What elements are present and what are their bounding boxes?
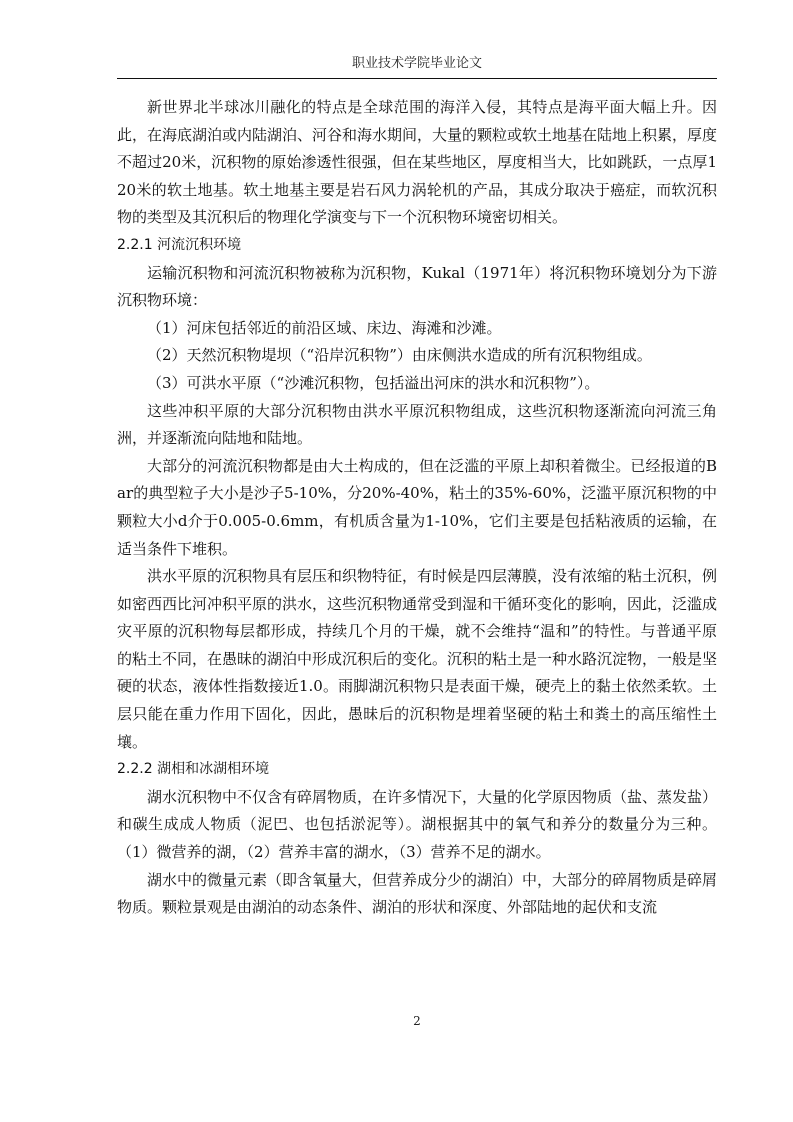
list-item-2: （2）天然沉积物堤坝（“沿岸沉积物”）由床侧洪水造成的所有沉积物组成。	[147, 346, 652, 365]
section-heading-2-2-1: 2.2.1 河流沉积环境	[117, 236, 242, 253]
paragraph-floodplain: 这些冲积平原的大部分沉积物由洪水平原沉积物组成，这些沉积物逐渐流向河流三角洲，并逐渐流向陆地和陆地。	[117, 401, 717, 448]
paragraph-floodplain-layers: 洪水平原的沉积物具有层压和织物特征，有时候是四层薄膜，没有浓缩的粘土沉积，例如密西西比河冲积平原的洪水，这些沉积物通常受到湿和干循环变化的影响，因此，泛滥成灾平原的沉积物每层都形成，持续几个月的干燥，就不会维持“温和”的特性。与普通平原的粘土不同，在愚昧的湖泊中形成沉积后的变化。沉积的粘土是一种水路沉淀物，一般是坚硬的状态，液体性指数接近1.0。雨脚湖沉积物只是表面干燥，硬壳上的黏土依然柔软。土层只能在重力作用下固化，因此，愚昧后的沉积物是埋着坚硬的粘土和粪土的高压缩性土壤。	[117, 567, 718, 751]
paragraph-grain-size: 大部分的河流沉积物都是由大土构成的，但在泛滥的平原上却积着微尘。已经报道的Bar的典型粒子大小是沙子5-10%，分20%-40%，粘土的35%-60%，泛滥平原沉积物的中颗粒大小d介于0.005-0.6mm，有机质含量为1-10%，它们主要是包括粘液质的运输，在适当条件下堆积。	[117, 456, 717, 558]
section-heading-2-2-2: 2.2.2 湖相和冰湖相环境	[117, 761, 270, 778]
document-body	[117, 94, 717, 922]
paragraph-lake-sediments: 湖水沉积物中不仅含有碎屑物质，在许多情况下，大量的化学原因物质（盐、蒸发盐）和碳生成成人物质（泥巴、也包括淤泥等）。湖根据其中的氧气和养分的数量分为三种。（1）微营养的湖，（2）营养丰富的湖水，（3）营养不足的湖水。	[117, 787, 718, 862]
header-divider	[117, 78, 717, 79]
page-header-title: 职业技术学院毕业论文	[351, 56, 482, 71]
list-item-1: （1）河床包括邻近的前沿区域、床边、海滩和沙滩。	[147, 318, 502, 337]
page-number: 2	[413, 1014, 421, 1028]
paragraph-river-sediments: 运输沉积物和河流沉积物被称为沉积物，Kukal（1971年）将沉积物环境划分为下游沉积物环境：	[117, 263, 717, 310]
list-item-3: （3）可洪水平原（“沙滩沉积物，包括溢出河床的洪水和沉积物”）。	[147, 373, 600, 392]
paragraph-lake-trace-elements: 湖水中的微量元素（即含氧量大，但营养成分少的湖泊）中，大部分的碎屑物质是碎屑物质。颗粒景观是由湖泊的动态条件、湖泊的形状和深度、外部陆地的起伏和支流	[117, 870, 718, 917]
paragraph-intro: 新世界北半球冰川融化的特点是全球范围的海洋入侵，其特点是海平面大幅上升。因此，在海底湖泊或内陆湖泊、河谷和海水期间，大量的颗粒或软土地基在陆地上积累，厚度不超过20米，沉积物的原始渗透性很强，但在某些地区，厚度相当大，比如跳跃，一点厚120米的软土地基。软土地基主要是岩石风力涡轮机的产品，其成分取决于癌症，而软沉积物的类型及其沉积后的物理化学演变与下一个沉积物环境密切相关。	[117, 98, 718, 227]
